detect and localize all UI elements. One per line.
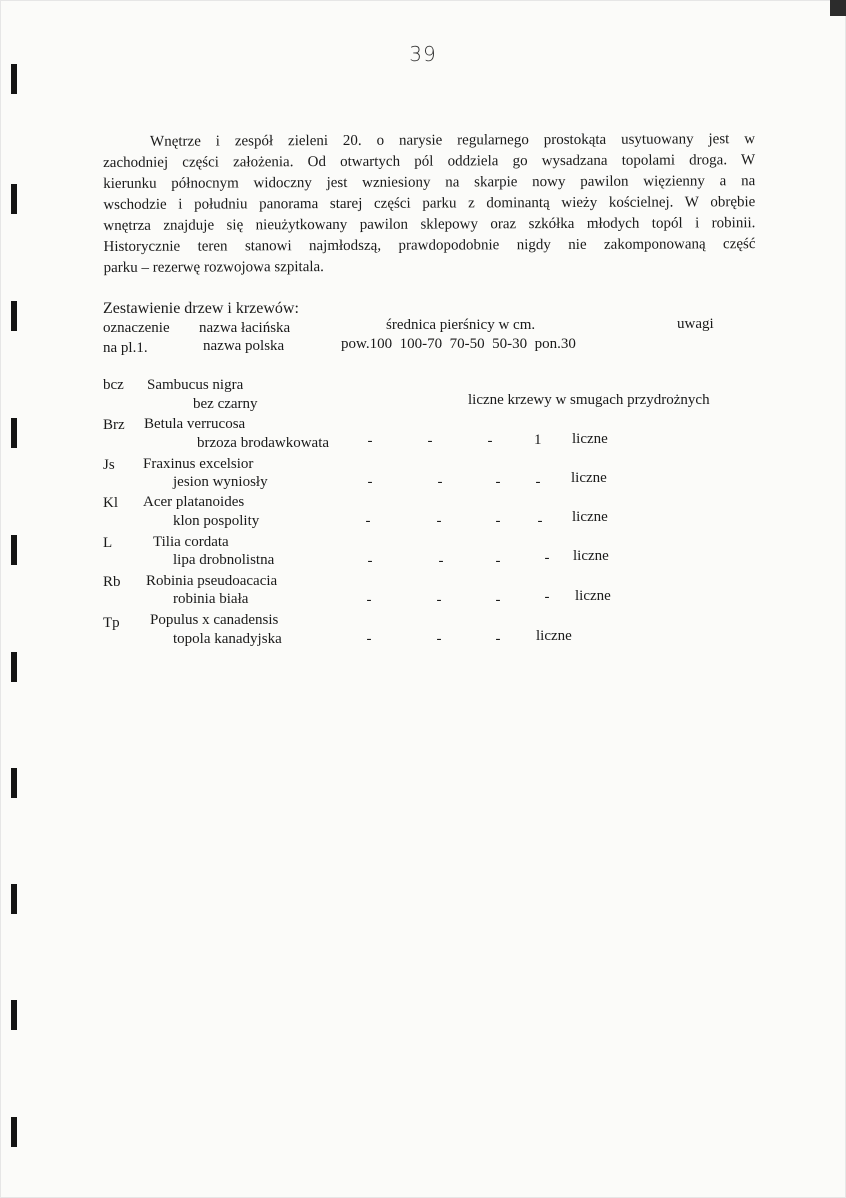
binding-hole-mark xyxy=(11,418,17,448)
paragraph-line: Historycznie teren stanowi najmłodszą, prawdopodobnie nigdy nie zakomponowaną część xyxy=(103,236,756,255)
scan-corner-mark xyxy=(830,0,846,16)
empty-cell-dash: - xyxy=(436,631,442,647)
empty-cell-dash: - xyxy=(367,433,373,449)
binding-hole-mark xyxy=(11,64,17,94)
empty-cell-dash: - xyxy=(437,474,443,490)
species-latin-name: Sambucus nigra xyxy=(147,377,244,393)
species-polish-name: jesion wyniosły xyxy=(173,474,268,490)
species-latin-name: Robinia pseudoacacia xyxy=(146,573,278,589)
empty-cell-dash: - xyxy=(487,433,493,449)
binding-hole-mark xyxy=(11,1117,17,1147)
binding-hole-mark xyxy=(11,768,17,798)
species-note: liczne xyxy=(536,628,572,644)
binding-hole-mark xyxy=(11,1000,17,1030)
tree-count: 1 xyxy=(534,432,542,448)
species-note: liczne xyxy=(572,509,608,525)
binding-hole-mark xyxy=(11,884,17,914)
header-diameter: średnica pierśnicy w cm. xyxy=(386,317,536,333)
empty-cell-dash: - xyxy=(495,513,501,529)
species-note: liczne krzewy w smugach przydrożnych xyxy=(468,392,710,408)
species-polish-name: robinia biała xyxy=(173,591,249,607)
empty-cell-dash: - xyxy=(438,553,444,569)
species-latin-name: Fraxinus excelsior xyxy=(143,456,254,472)
description-paragraph xyxy=(103,129,756,279)
species-code: bcz xyxy=(103,377,124,393)
paragraph-line: wnętrza znajduje się nieużytkowany pawilon sklepowy oraz szkółka młodych topól i robinii. xyxy=(103,215,756,234)
empty-cell-dash: - xyxy=(427,433,433,449)
binding-hole-mark xyxy=(11,535,17,565)
empty-cell-dash: - xyxy=(366,631,372,647)
paragraph-line: kierunku północnym widoczny jest wzniesiony na skarpie nowy pawilon więzienny a na xyxy=(103,173,756,192)
species-code: Kl xyxy=(103,495,118,511)
species-code: Js xyxy=(103,457,115,473)
paragraph-line: Wnętrze i zespół zieleni 20. o narysie regularnego prostokąta usytuowany jest w xyxy=(150,131,756,150)
paragraph-line: zachodniej części założenia. Od otwartych pól oddziela go wysadzana topolami droga. W xyxy=(103,152,756,171)
header-plan-reference: na pl.1. xyxy=(103,340,148,356)
binding-hole-mark xyxy=(11,184,17,214)
empty-cell-dash: - xyxy=(366,592,372,608)
empty-cell-dash: - xyxy=(436,592,442,608)
empty-cell-dash: - xyxy=(495,474,501,490)
species-latin-name: Populus x canadensis xyxy=(150,612,279,628)
species-latin-name: Tilia cordata xyxy=(153,534,229,550)
header-latin-name: nazwa łacińska xyxy=(199,320,291,336)
empty-cell-dash: - xyxy=(544,589,550,605)
empty-cell-dash: - xyxy=(367,553,373,569)
species-note: liczne xyxy=(575,588,611,604)
species-code: L xyxy=(103,535,113,551)
empty-cell-dash: - xyxy=(365,513,371,529)
empty-cell-dash: - xyxy=(436,513,442,529)
species-note: liczne xyxy=(571,470,607,486)
header-remarks: uwagi xyxy=(677,316,714,332)
species-polish-name: lipa drobnolistna xyxy=(173,552,275,568)
species-note: liczne xyxy=(572,431,608,447)
empty-cell-dash: - xyxy=(537,513,543,529)
binding-hole-mark xyxy=(11,301,17,331)
paragraph-line: parku – rezerwę rozwojowa szpitala. xyxy=(103,259,324,276)
species-polish-name: bez czarny xyxy=(193,396,258,412)
species-polish-name: klon pospolity xyxy=(173,513,260,529)
page-number: 39 xyxy=(409,42,437,66)
species-polish-name: brzoza brodawkowata xyxy=(197,435,330,451)
empty-cell-dash: - xyxy=(495,592,501,608)
species-code: Rb xyxy=(103,574,121,590)
empty-cell-dash: - xyxy=(495,553,501,569)
species-latin-name: Betula verrucosa xyxy=(144,416,246,432)
species-note: liczne xyxy=(573,548,609,564)
paragraph-line: wschodzie i południu panorama starej części parku z dominantą wieży kościelnej. W obrębie xyxy=(103,194,756,213)
species-latin-name: Acer platanoides xyxy=(143,494,245,510)
header-diameter-ranges: pow.100 100-70 70-50 50-30 pon.30 xyxy=(341,336,576,352)
species-code: Brz xyxy=(103,417,125,433)
empty-cell-dash: - xyxy=(367,474,373,490)
species-code: Tp xyxy=(103,615,120,631)
header-polish-name: nazwa polska xyxy=(203,338,285,354)
table-heading: Zestawienie drzew i krzewów: xyxy=(103,300,299,317)
header-designation: oznaczenie xyxy=(103,320,170,336)
binding-hole-mark xyxy=(11,652,17,682)
empty-cell-dash: - xyxy=(535,474,541,490)
species-polish-name: topola kanadyjska xyxy=(173,631,282,647)
empty-cell-dash: - xyxy=(544,550,550,566)
empty-cell-dash: - xyxy=(495,631,501,647)
